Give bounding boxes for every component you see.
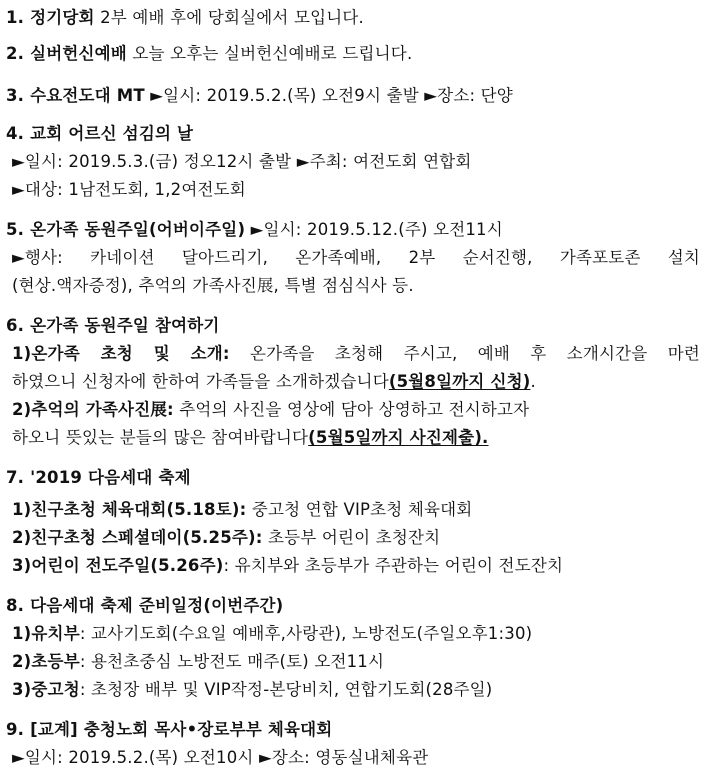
- item-7-heading: [6, 468, 700, 488]
- item-6-line-4: [12, 428, 700, 448]
- bold-label: 8. 다음세대 축제 준비일정(이번주간): [6, 596, 284, 615]
- text-segment: 오늘 오후는 실버헌신예배로 드립니다.: [126, 44, 413, 63]
- bold-label: 7. '2019 다음세대 축제: [6, 468, 191, 487]
- item-5-line-1: [12, 248, 700, 268]
- text-segment: .: [530, 372, 536, 391]
- item-6-line-1: [12, 344, 700, 364]
- bold-label: 3)어린이 전도주일(5.26주): [12, 556, 224, 575]
- text-segment: 초등부 어린이 초청잔치: [262, 528, 441, 547]
- text-segment: 하였으니 신청자에 한하여 가족들을 소개하겠습니다: [12, 372, 389, 391]
- item-5-heading: [6, 220, 700, 240]
- text-segment: ►일시: 2019.5.2.(목) 오전10시 ►장소: 영동실내체육관: [12, 748, 429, 767]
- text-segment: : 교사기도회(수요일 예배후,사랑관), 노방전도(주일오후1:30): [79, 624, 533, 643]
- item-2-heading: [6, 44, 700, 64]
- item-7-line-1: [12, 500, 700, 520]
- item-9-heading: [6, 720, 700, 740]
- item-4-line-2: [12, 180, 700, 200]
- bold-label: 1)친구초청 체육대회(5.18토):: [12, 500, 247, 519]
- item-8-line-2: [12, 652, 700, 672]
- text-segment: ►일시: 2019.5.2.(목) 오전9시 출발 ►장소: 단양: [144, 86, 513, 105]
- text-segment: 2부 예배 후에 당회실에서 모입니다.: [94, 8, 364, 27]
- text-segment: ►행사: 카네이션 달아드리기, 온가족예배, 2부 순서진행, 가족포토존 설치: [12, 248, 700, 267]
- deadline-note: (5월5일까지 사진제출).: [308, 428, 489, 447]
- bold-label: 3. 수요전도대 MT: [6, 86, 145, 105]
- bold-label: 1)온가족 초청 및 소개:: [12, 344, 230, 363]
- item-8-line-3: [12, 680, 700, 700]
- bold-label: 1. 정기당회: [6, 8, 95, 27]
- item-5-line-2: [12, 276, 700, 296]
- item-8-line-1: [12, 624, 700, 644]
- text-segment: ►일시: 2019.5.3.(금) 정오12시 출발 ►주최: 여전도회 연합회: [12, 152, 472, 171]
- item-9-line-1: [12, 748, 700, 768]
- bold-label: 1)유치부: [12, 624, 80, 643]
- bold-label: 6. 온가족 동원주일 참여하기: [6, 316, 220, 335]
- item-4-heading: [6, 124, 700, 144]
- deadline-note: (5월8일까지 신청): [388, 372, 531, 391]
- item-7-line-3: [12, 556, 700, 576]
- text-segment: : 유치부와 초등부가 주관하는 어린이 전도잔치: [223, 556, 564, 575]
- text-segment: 중고청 연합 VIP초청 체육대회: [246, 500, 473, 519]
- bold-label: 3)중고청: [12, 680, 80, 699]
- item-7-line-2: [12, 528, 700, 548]
- bold-label: 2)초등부: [12, 652, 80, 671]
- text-segment: ►대상: 1남전도회, 1,2여전도회: [12, 180, 246, 199]
- bold-label: 2)친구초청 스페셜데이(5.25주):: [12, 528, 263, 547]
- item-4-line-1: [12, 152, 700, 172]
- text-segment: 하오니 뜻있는 분들의 많은 참여바랍니다: [12, 428, 309, 447]
- text-segment: 온가족을 초청해 주시고, 예배 후 소개시간을 마련: [229, 344, 700, 363]
- text-segment: ►일시: 2019.5.12.(주) 오전11시: [245, 220, 503, 239]
- bold-label: 5. 온가족 동원주일(어버이주일): [6, 220, 246, 239]
- item-8-heading: [6, 596, 700, 616]
- bold-label: 9. [교계] 충청노회 목사•장로부부 체육대회: [6, 720, 333, 739]
- item-6-heading: [6, 316, 700, 336]
- item-1-heading: [6, 8, 700, 28]
- item-6-line-2: [12, 372, 700, 392]
- item-6-line-3: [12, 400, 700, 420]
- bold-label: 2)추억의 가족사진展:: [12, 400, 174, 419]
- item-3-heading: [6, 86, 700, 106]
- text-segment: 추억의 사진을 영상에 담아 상영하고 전시하고자: [173, 400, 530, 419]
- bold-label: 2. 실버헌신예배: [6, 44, 127, 63]
- text-segment: : 용천초중심 노방전도 매주(토) 오전11시: [79, 652, 385, 671]
- bold-label: 4. 교회 어르신 섬김의 날: [6, 124, 194, 143]
- text-segment: : 초청장 배부 및 VIP작정-본당비치, 연합기도회(28주일): [79, 680, 493, 699]
- text-segment: (현상.액자증정), 추억의 가족사진展, 특별 점심식사 등.: [12, 276, 414, 295]
